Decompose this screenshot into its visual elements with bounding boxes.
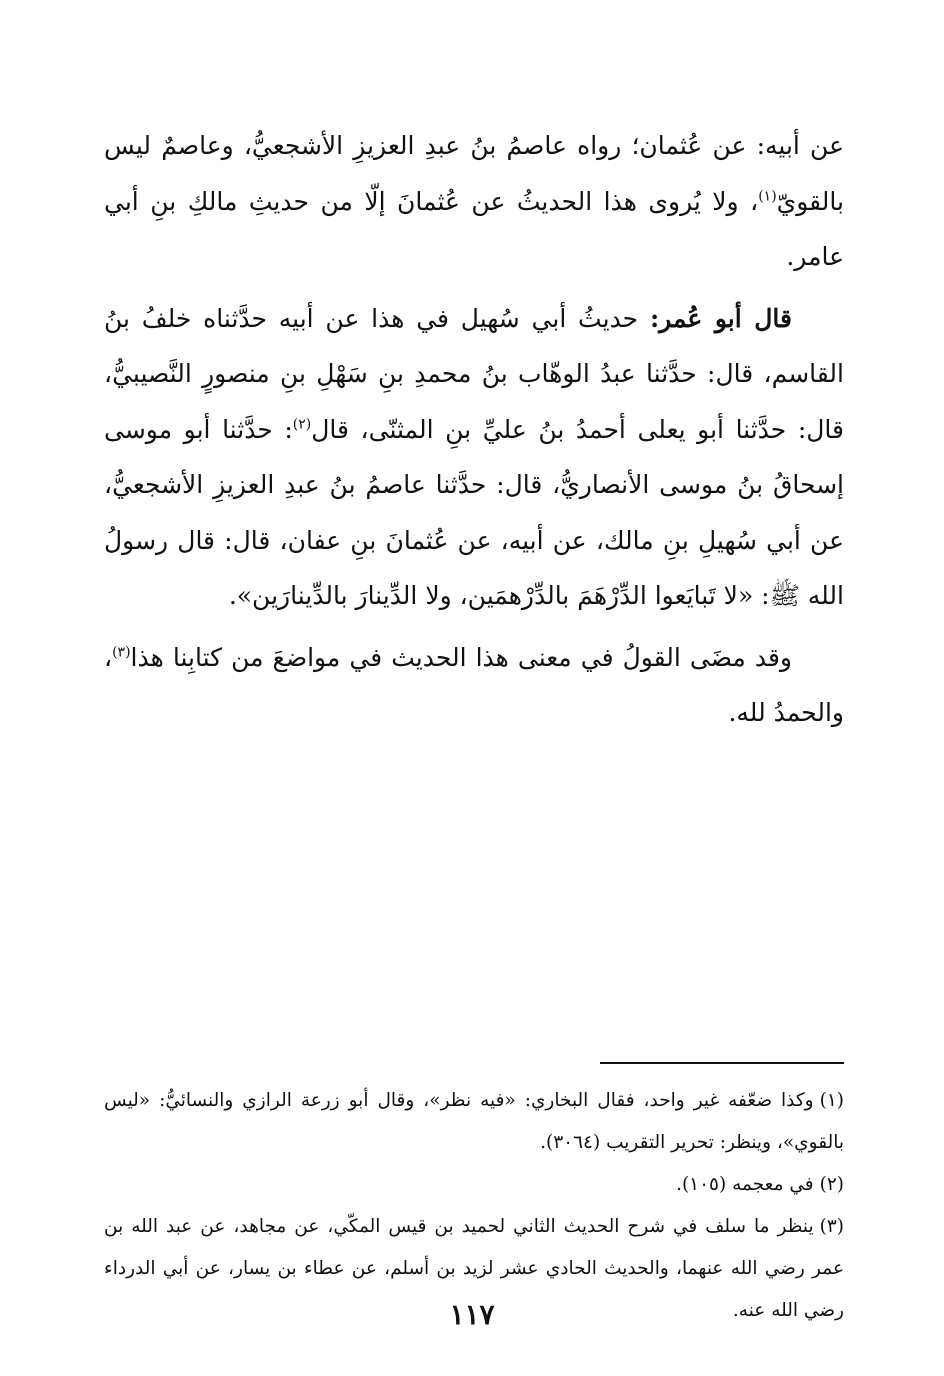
footnote-ref-2[interactable]: (٢) (292, 416, 312, 433)
footnote-2 (104, 1164, 844, 1206)
footnote-1-number: (١) (819, 1090, 844, 1111)
paragraph-3-text-b: ، والحمدُ لله. (104, 642, 844, 727)
paragraph-1 (104, 118, 844, 285)
footnote-1-text: وكذا ضعّفه غير واحد، فقال البخاري: «فيه نظر»، وقال أبو زرعة الرازي والنسائيُّ: «ليس بالقوي»، وينظر: تحرير التقريب (٣٠٦٤). (104, 1090, 844, 1153)
paragraph-1-text-b: ، ولا يُروى هذا الحديثُ عن عُثمانَ إلّا من حديثِ مالكِ بنِ أبي عامر. (104, 186, 844, 271)
paragraph-2 (104, 291, 844, 624)
footnote-ref-1[interactable]: (١) (758, 188, 777, 205)
footnote-3-number: (٣) (819, 1216, 844, 1237)
page-number: ١١٧ (449, 1298, 495, 1331)
paragraph-3-text-a: وقد مضَى القولُ في معنى هذا الحديث في مواضعَ من كتابِنا هذا (130, 642, 792, 672)
paragraph-3 (104, 630, 844, 741)
paragraph-2-text-b: : حدَّثنا أبو موسى إسحاقُ بنُ موسى الأنصاريُّ، قال: حدَّثنا عاصمُ بنُ عبدِ العزيزِ الأشجعيُّ، عن أبي سُهيلِ بنِ مالك، عن أبيه، عن عُثمانَ بنِ عفان، قال: قال رسولُ الله ﷺ: «لا تَبايَعوا الدِّرْهَمَ بالدِّرْهمَين، ولا الدِّينارَ بالدِّينارَين». (104, 414, 844, 610)
footnote-3-text: ينظر ما سلف في شرح الحديث الثاني لحميد بن قيس المكّي، عن مجاهد، عن عبد الله بن عمر رضي الله عنهما، والحديث الحادي عشر لزيد بن أسلم، عن عطاء بن يسار، عن أبي الدرداء رضي الله عنه. (104, 1216, 844, 1321)
footnotes (104, 1080, 844, 1332)
footnote-2-text: في معجمه (١٠٥). (676, 1174, 814, 1195)
footnote-divider (600, 1062, 844, 1064)
footnote-1 (104, 1080, 844, 1164)
main-text (104, 118, 844, 747)
footnote-2-number: (٢) (819, 1174, 844, 1195)
paragraph-1-text-a: عن أبيه: عن عُثمان؛ رواه عاصمُ بنُ عبدِ العزيزِ الأشجعيُّ، وعاصمٌ ليس بالقويّ (104, 131, 844, 216)
paragraph-2-lead: قال أبو عُمر: (649, 303, 792, 333)
footnote-ref-3[interactable]: (٣) (112, 644, 131, 661)
paragraph-2-text-a: حديثُ أبي سُهيل في هذا عن أبيه حدَّثناه خلفُ بنُ القاسم، قال: حدَّثنا عبدُ الوهّاب بنُ محمدِ بنِ سَهْلِ بنِ منصورٍ النَّصيبيُّ، قال: حدَّثنا أبو يعلى أحمدُ بنُ عليِّ بنِ المثنّى، قال (104, 303, 844, 444)
